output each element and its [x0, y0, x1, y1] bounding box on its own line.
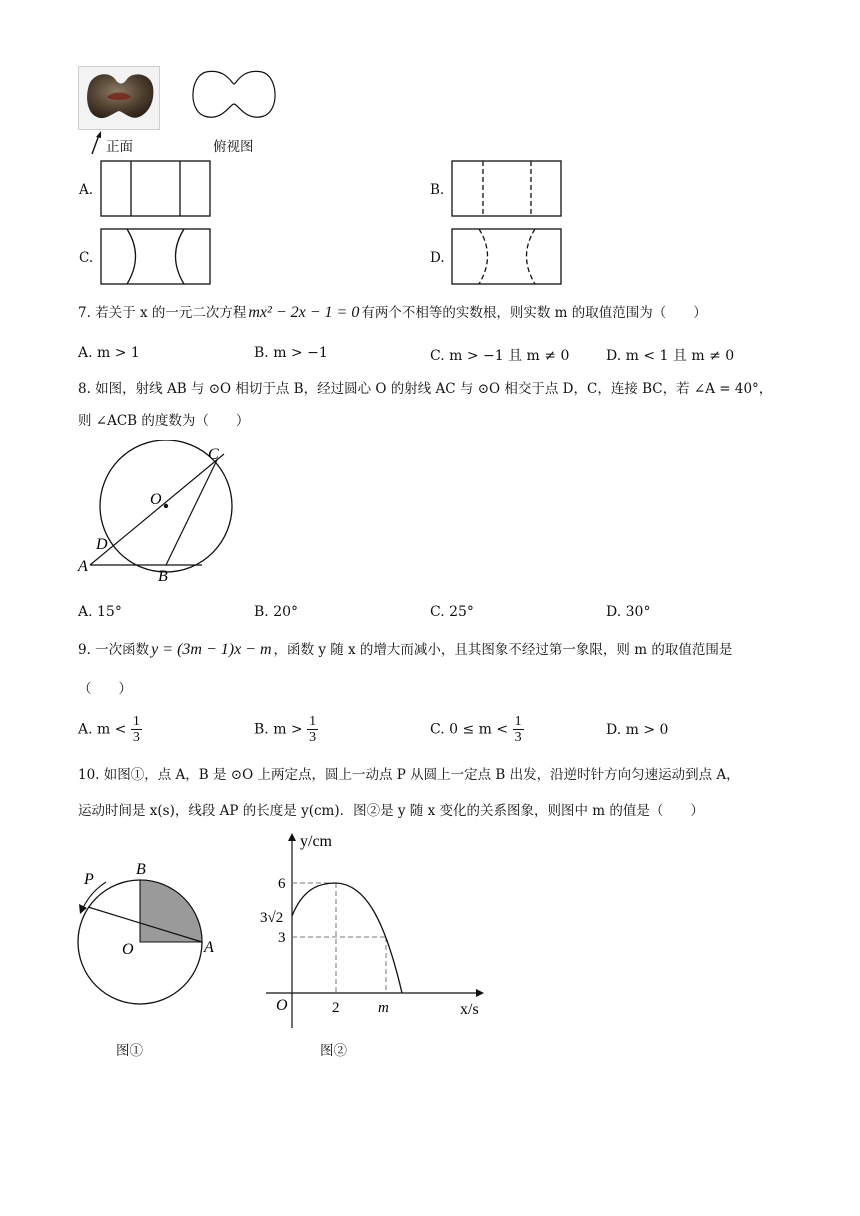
q8-option-b[interactable]: B. 20°: [254, 604, 299, 620]
top-view-label: 俯视图: [213, 139, 254, 155]
q10-stem-line1: 10. 如图①，点 A，B 是 ⊙O 上两定点，圆上一动点 P 从圆上一定点 B 出发，沿逆时针方向匀速运动到点 A，: [78, 767, 740, 783]
top-view-figure: [186, 64, 282, 124]
q7-stem: [78, 304, 707, 322]
q8-label-d: D: [96, 536, 108, 553]
stone-photo-image: [79, 67, 159, 129]
q9-option-d[interactable]: D. m > 0: [606, 722, 669, 738]
q6-option-d-figure[interactable]: [451, 228, 563, 286]
q9-option-b-prefix: B. m >: [254, 721, 303, 738]
front-label: 正面: [106, 139, 133, 155]
q9-stem-line2: （ ）: [78, 681, 132, 697]
q10-fig1-label-p: P: [84, 871, 94, 888]
q8-label-b: B: [158, 568, 168, 585]
q8-option-c[interactable]: C. 25°: [430, 604, 474, 620]
q10-fig2-caption: 图②: [320, 1043, 347, 1059]
q7-stem-part1: 7. 若关于 x 的一元二次方程: [78, 305, 247, 321]
q10-fig2-origin: O: [276, 997, 288, 1014]
q10-fig1-label-o: O: [122, 941, 134, 958]
q6-option-b-label[interactable]: B.: [430, 182, 445, 198]
q9-option-a-prefix: A. m <: [78, 721, 127, 738]
q6-option-a-figure[interactable]: [100, 160, 212, 218]
q10-fig2-xtick-m: m: [378, 1000, 389, 1016]
q8-label-a: A: [78, 558, 88, 575]
q10-fig2-ytick-3: 3: [278, 930, 286, 946]
q9-equation: y = (3m − 1)x − m: [151, 641, 272, 658]
q8-label-o: O: [150, 491, 162, 508]
q9-option-c-fraction: [513, 714, 524, 745]
frac-numerator: 1: [514, 714, 522, 729]
q10-fig2-y-axis-label: y/cm: [300, 833, 332, 850]
q6-option-a-label[interactable]: A.: [79, 182, 94, 198]
q6-option-b-figure[interactable]: [451, 160, 563, 218]
q9-option-c[interactable]: [430, 714, 524, 745]
q10-figure-1: [70, 852, 230, 1032]
q9-option-b[interactable]: [254, 714, 318, 745]
frac-numerator: 1: [132, 714, 140, 729]
q10-fig2-x-axis-label: x/s: [460, 1001, 479, 1018]
stone-photo: [78, 66, 160, 130]
q7-option-a[interactable]: A. m > 1: [78, 345, 140, 361]
q9-option-c-prefix: C. 0 ≤ m <: [430, 721, 509, 738]
q7-option-c[interactable]: C. m > −1 且 m ≠ 0: [430, 348, 570, 364]
q8-option-a[interactable]: A. 15°: [78, 604, 122, 620]
q6-option-c-label[interactable]: C.: [79, 250, 94, 266]
q10-fig2-ytick-6: 6: [278, 876, 286, 892]
q8-option-d[interactable]: D. 30°: [606, 604, 651, 620]
q10-stem-line2: 运动时间是 x(s)，线段 AP 的长度是 y(cm)．图②是 y 随 x 变化的关系图象，则图中 m 的值是（ ）: [78, 803, 704, 819]
q10-figure-2: [254, 828, 494, 1032]
frac-denominator: 3: [132, 730, 140, 745]
q10-fig2-xtick-2: 2: [332, 1000, 340, 1016]
q8-label-c: C: [208, 446, 219, 463]
frac-denominator: 3: [514, 730, 522, 745]
q9-option-b-fraction: [307, 714, 318, 745]
q10-fig1-caption: 图①: [116, 1043, 143, 1059]
q6-option-c-figure[interactable]: [100, 228, 212, 286]
q9-stem: [78, 641, 732, 659]
q9-option-a-fraction: [131, 714, 142, 745]
q7-equation: mx² − 2x − 1 = 0: [248, 304, 360, 321]
q6-option-d-label[interactable]: D.: [430, 250, 445, 266]
q9-stem-part1: 9. 一次函数: [78, 642, 150, 658]
frac-denominator: 3: [309, 730, 317, 745]
front-arrow-icon: [88, 130, 104, 156]
q7-option-d[interactable]: D. m < 1 且 m ≠ 0: [606, 348, 735, 364]
q9-option-a[interactable]: [78, 714, 142, 745]
q8-stem-line1: 8. 如图，射线 AB 与 ⊙O 相切于点 B，经过圆心 O 的射线 AC 与 ⊙O 相交于点 D，C，连接 BC，若 ∠A = 40°，: [78, 381, 773, 397]
q10-fig2-ytick-3root2: 3√2: [260, 910, 284, 926]
q8-stem-line2: 则 ∠ACB 的度数为（ ）: [78, 413, 250, 429]
q9-stem-part2: ，函数 y 随 x 的增大而减小，且其图象不经过第一象限，则 m 的取值范围是: [273, 642, 733, 658]
frac-numerator: 1: [309, 714, 317, 729]
q10-fig1-label-b: B: [136, 861, 146, 878]
q7-option-b[interactable]: B. m > −1: [254, 345, 328, 361]
q7-stem-part2: 有两个不相等的实数根，则实数 m 的取值范围为（ ）: [361, 305, 707, 321]
q10-fig1-label-a: A: [204, 939, 214, 956]
q8-figure: [74, 440, 244, 590]
